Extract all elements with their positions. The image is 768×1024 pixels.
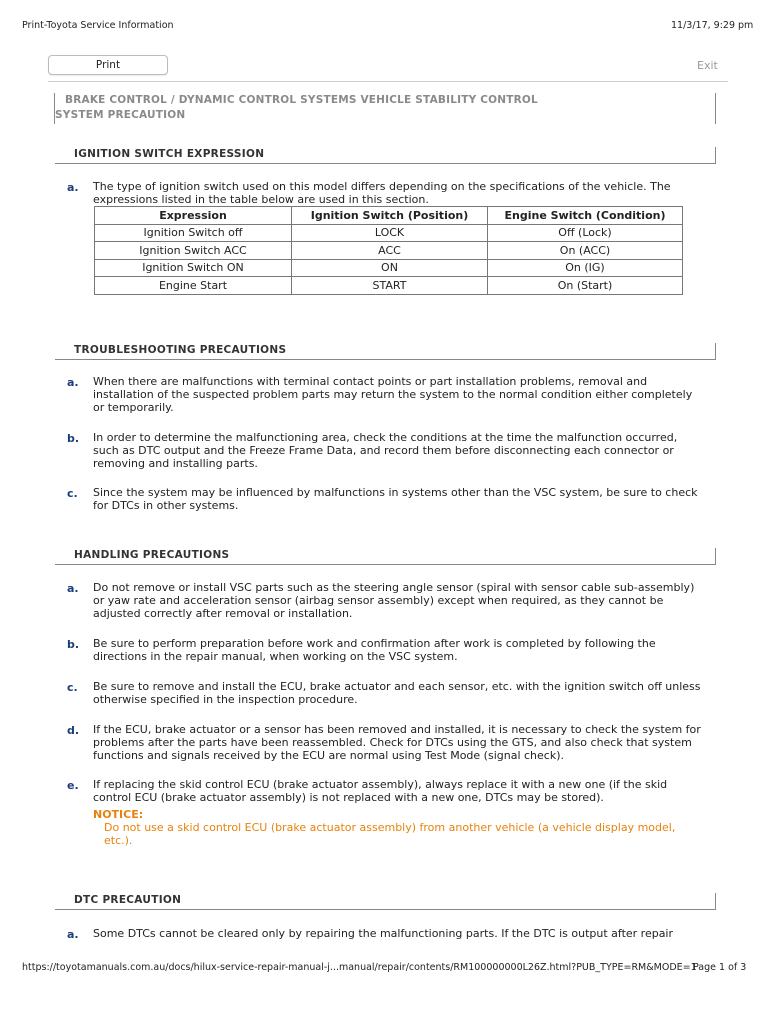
table-cell: Ignition Switch off [95,224,292,242]
list-item-text: Do not remove or install VSC parts such as the steering angle sensor (spiral with sensor cable sub-assembly) or yaw rate and acceleration sensor (airbag sensor assembly) except when required, as they cannot be adjusted correctly after removal or installation. [93,581,695,620]
section-heading-troubleshooting [55,343,716,360]
list-item-text: If replacing the skid control ECU (brake actuator assembly), always replace it with a new one (if the skid control ECU (brake actuator assembly) is not replaced with a new one, DTCs may be stored). [93,778,668,804]
section-heading-handling [55,548,716,565]
list-marker: a. [67,928,79,941]
table-cell: Off (Lock) [488,224,683,242]
table-cell: ON [292,259,488,277]
list-marker: a. [67,582,79,595]
table-cell: START [292,277,488,295]
print-footer-page-number: Page 1 of 3 [693,962,747,973]
list-item-text: Be sure to perform preparation before work and confirmation after work is completed by following the directions in the repair manual, when working on the VSC system. [93,637,656,663]
list-marker: b. [67,638,80,651]
list-item-text: When there are malfunctions with terminal contact points or part installation problems, removal and installation of the suspected problem parts may return the system to the normal condition either completely or temporarily. [93,375,693,414]
list-marker: b. [67,432,80,445]
table-header-row [95,207,683,225]
print-button[interactable]: Print [48,55,168,75]
table-row [95,277,683,295]
column-header-ignition-switch: Ignition Switch (Position) [292,207,488,225]
table-cell: On (IG) [488,259,683,277]
print-footer-url: https://toyotamanuals.com.au/docs/hilux-service-repair-manual-j...manual/repair/contents/RM100000000L26Z.html?PUB_TYPE=RM&MODE=1 [22,962,697,973]
table-cell: Ignition Switch ACC [95,242,292,260]
table-cell: ACC [292,242,488,260]
breadcrumb-line-2: SYSTEM PRECAUTION [55,109,186,121]
print-header-title: Print-Toyota Service Information [22,20,174,31]
notice-title: NOTICE: [93,808,144,821]
list-item-text: The type of ignition switch used on this model differs depending on the specifications of the vehicle. The expressions listed in the table below are used in this section. [93,180,671,206]
list-item-text: In order to determine the malfunctioning area, check the conditions at the time the malfunction occurred, such as DTC output and the Freeze Frame Data, and record them before disconnecting each connector or removing and installing parts. [93,431,678,470]
list-item-text: Since the system may be influenced by malfunctions in systems other than the VSC system, be sure to check for DTCs in other systems. [93,486,698,512]
section-title: TROUBLESHOOTING PRECAUTIONS [74,344,287,356]
list-marker: a. [67,181,79,194]
list-marker: e. [67,779,79,792]
list-item-text: Some DTCs cannot be cleared only by repairing the malfunctioning parts. If the DTC is output after repair [93,927,674,940]
list-marker: c. [67,487,78,500]
column-header-engine-switch: Engine Switch (Condition) [488,207,683,225]
ignition-expression-table [94,206,683,295]
table-row [95,259,683,277]
column-header-expression: Expression [95,207,292,225]
print-header-datetime: 11/3/17, 9:29 pm [671,20,754,31]
table-cell: Ignition Switch ON [95,259,292,277]
toolbar-divider [48,81,728,82]
table-cell: On (ACC) [488,242,683,260]
table-cell: LOCK [292,224,488,242]
table-cell: Engine Start [95,277,292,295]
section-title: IGNITION SWITCH EXPRESSION [74,148,265,160]
list-marker: c. [67,681,78,694]
section-title: DTC PRECAUTION [74,894,182,906]
table-row [95,242,683,260]
breadcrumb-line-1: BRAKE CONTROL / DYNAMIC CONTROL SYSTEMS VEHICLE STABILITY CONTROL [65,94,538,106]
list-marker: d. [67,724,80,737]
table-cell: On (Start) [488,277,683,295]
exit-link[interactable]: Exit [697,59,718,72]
list-item-text: Be sure to remove and install the ECU, brake actuator and each sensor, etc. with the ignition switch off unless otherwise specified in the inspection procedure. [93,680,701,706]
list-item-text: If the ECU, brake actuator or a sensor has been removed and installed, it is necessary to check the system for problems after the parts have been reassembled. Check for DTCs using the GTS, and also check that system functions and signals received by the ECU are normal using Test Mode (signal check). [93,723,701,762]
section-heading-ignition [55,147,716,164]
notice-text: Do not use a skid control ECU (brake actuator assembly) from another vehicle (a vehicle display model, etc.). [104,821,676,847]
list-marker: a. [67,376,79,389]
section-title: HANDLING PRECAUTIONS [74,549,230,561]
table-row [95,224,683,242]
breadcrumb [54,93,716,124]
section-heading-dtc [55,893,716,910]
